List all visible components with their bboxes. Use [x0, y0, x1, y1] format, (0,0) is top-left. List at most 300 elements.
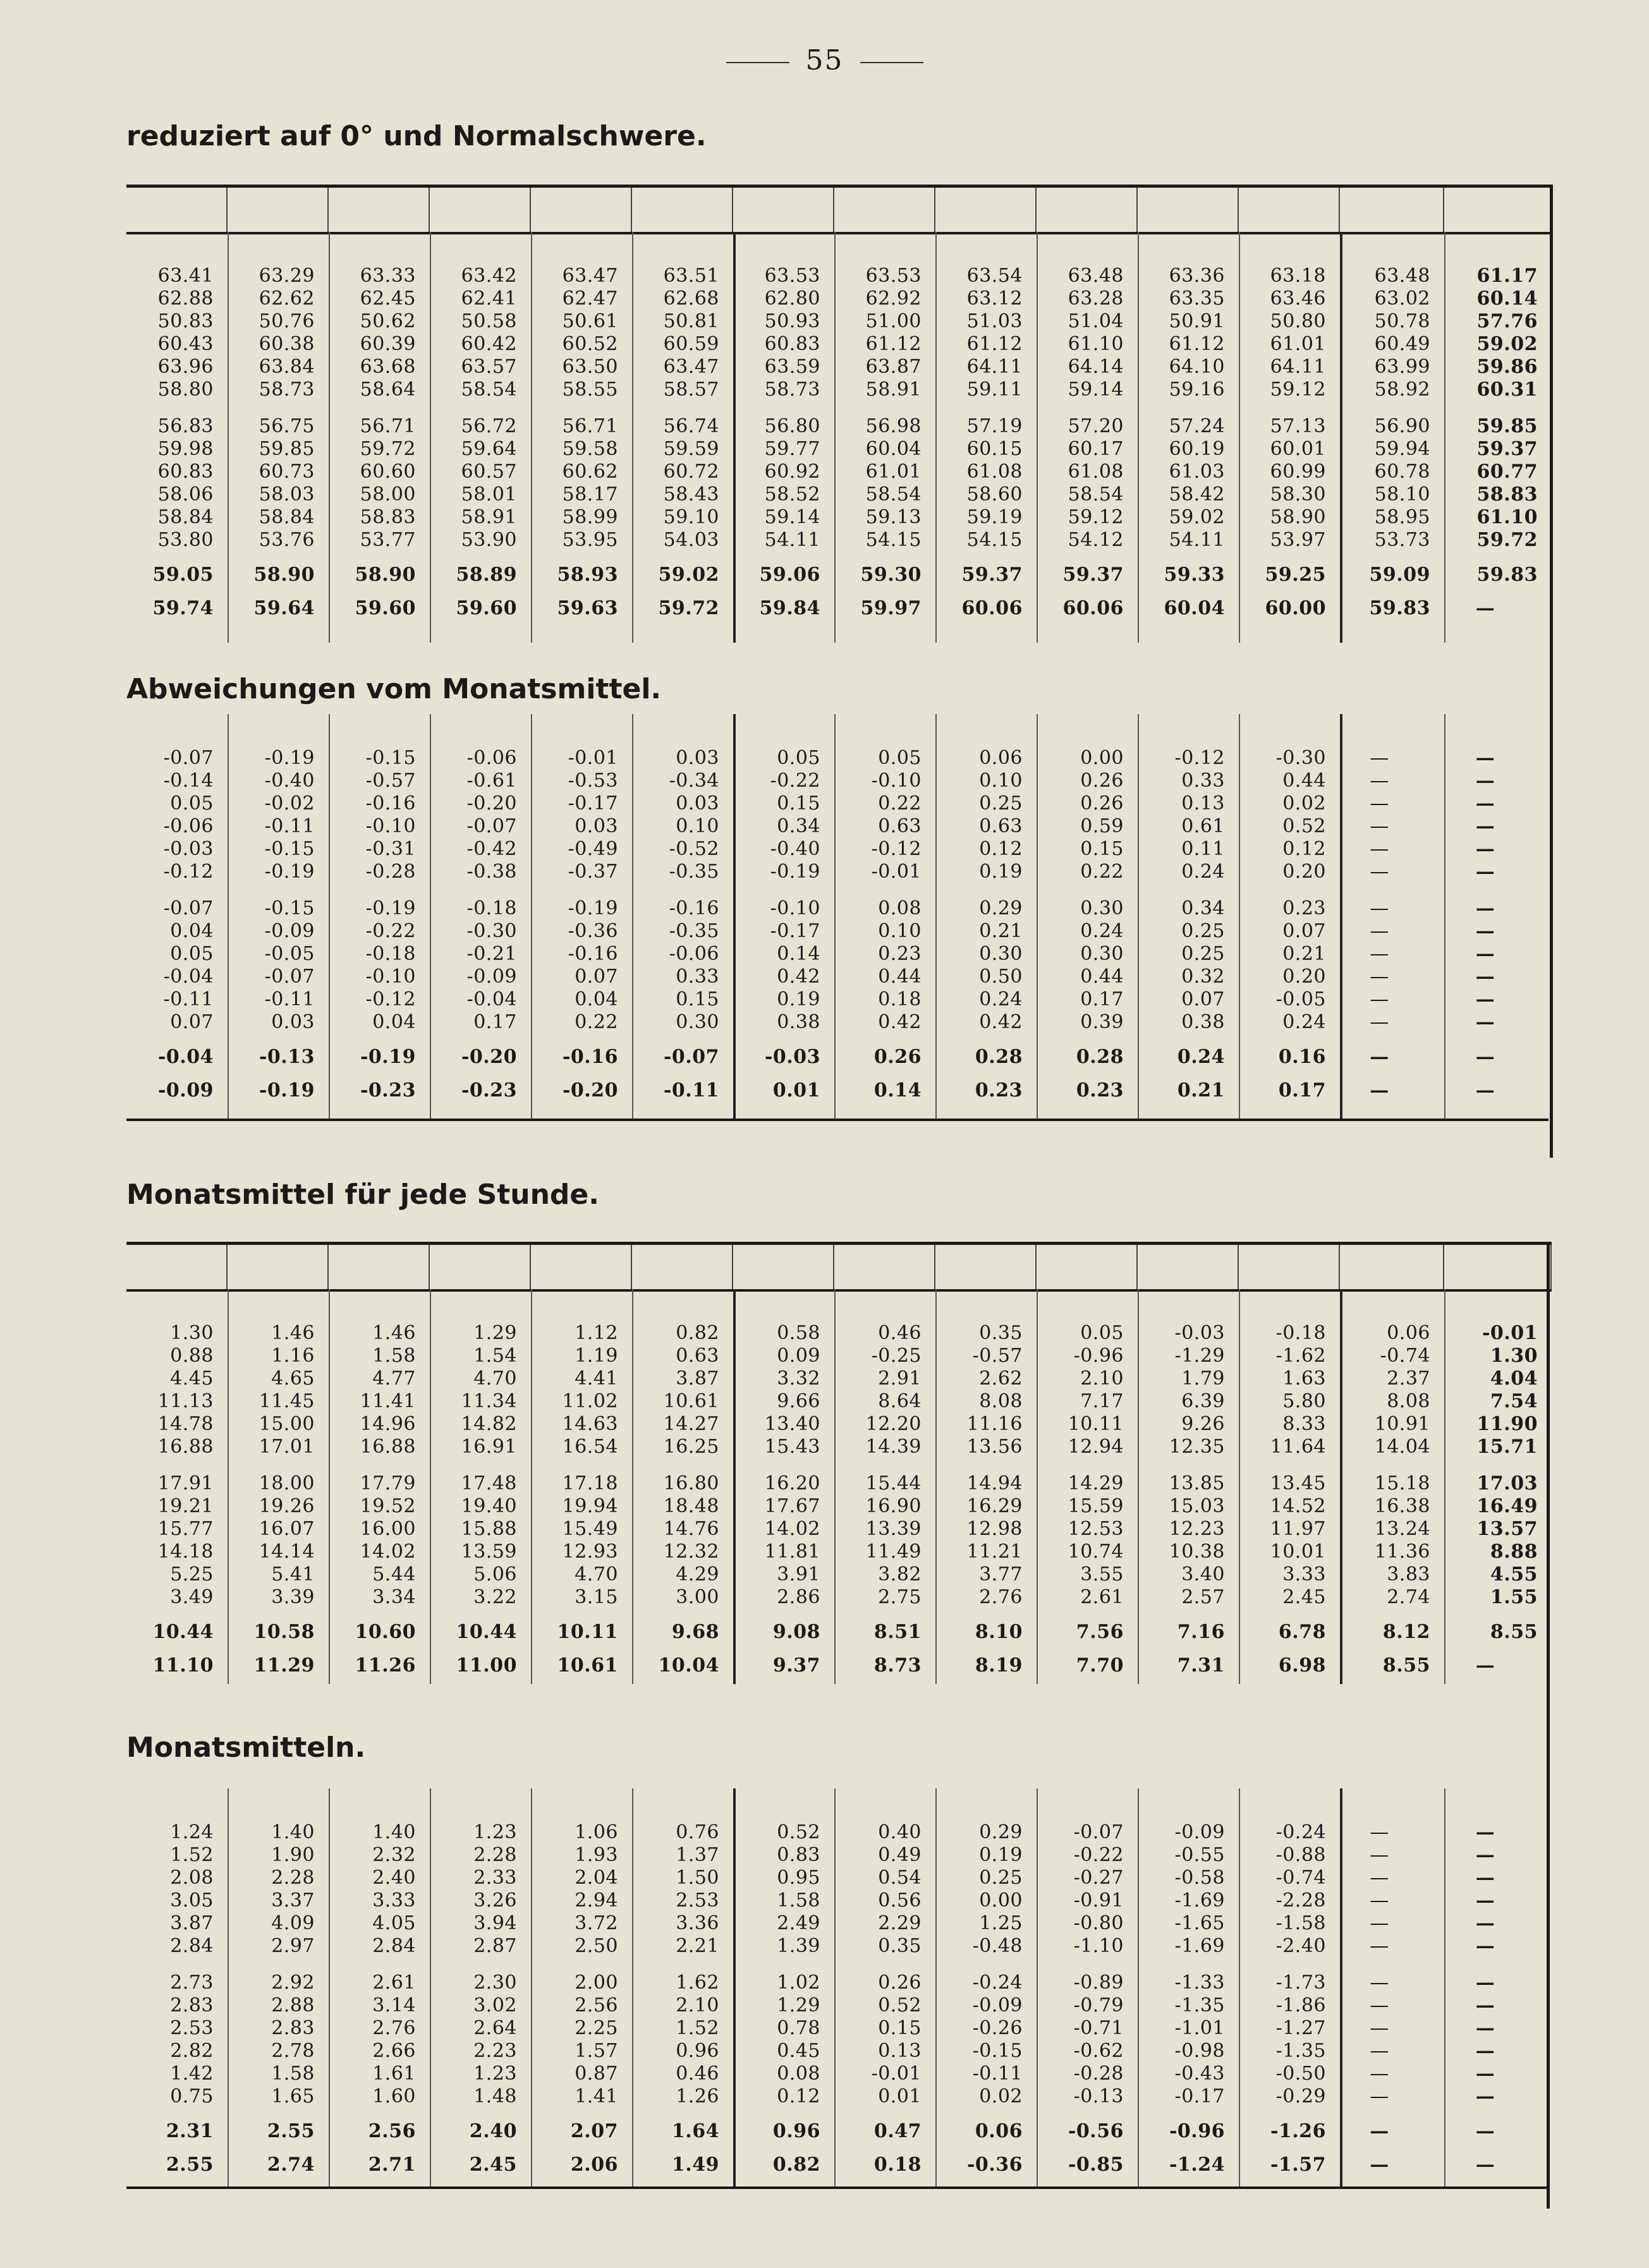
- table-cell: 2.75: [878, 1586, 922, 1608]
- table-cell: 1.24: [170, 1821, 214, 1843]
- table-cell: 0.20: [1282, 966, 1326, 988]
- column-header-1: [228, 188, 329, 232]
- table-row: [126, 1541, 1552, 1563]
- table-cell: 63.41: [157, 265, 214, 287]
- table-cell: 58.84: [157, 506, 214, 528]
- table-cell: 12.35: [1169, 1436, 1225, 1458]
- table-cell: 63.18: [1270, 265, 1326, 287]
- table-cell: 2.55: [166, 2154, 214, 2176]
- table-cell: 0.49: [878, 1844, 922, 1866]
- table-cell: 3.77: [979, 1563, 1023, 1586]
- table-cell: —: [1475, 1011, 1495, 1033]
- table-cell: 17.18: [562, 1472, 618, 1495]
- column-header-4: [531, 1245, 632, 1289]
- table-cell: 63.35: [1169, 288, 1225, 310]
- table-row: [126, 333, 1552, 356]
- table-cell: 8.88: [1490, 1541, 1538, 1563]
- table-cell: 0.03: [575, 815, 618, 837]
- table-cell: 0.34: [777, 815, 820, 837]
- table-cell: 0.33: [676, 966, 719, 988]
- table-cell: 13.59: [461, 1541, 517, 1563]
- table-cell: -1.24: [1169, 2154, 1225, 2176]
- table-cell: -0.18: [466, 897, 517, 919]
- table-cell: -0.07: [1073, 1821, 1124, 1843]
- table-cell: 1.65: [271, 2085, 315, 2107]
- table-cell: 3.26: [473, 1889, 517, 1912]
- table-row: [126, 1046, 1552, 1069]
- table-cell: 10.74: [1068, 1541, 1124, 1563]
- table-cell: 58.06: [157, 483, 214, 506]
- table-cell: 10.61: [557, 1654, 618, 1677]
- table-cell: -1.27: [1275, 2017, 1326, 2039]
- table-cell: -0.10: [770, 897, 820, 919]
- table-cell: -0.96: [1169, 2120, 1225, 2142]
- table-cell: 63.68: [360, 356, 416, 378]
- table-cell: 57.24: [1169, 415, 1225, 437]
- table-cell: 56.72: [461, 415, 517, 437]
- table-cell: -0.19: [264, 861, 315, 883]
- table-cell: 0.21: [979, 920, 1023, 942]
- table-cell: 64.11: [1270, 356, 1326, 378]
- table-cell: —: [1475, 2063, 1495, 2085]
- table-cell: -0.20: [562, 1079, 618, 1101]
- table-cell: -0.01: [1482, 1322, 1538, 1344]
- table-cell: 11.00: [456, 1654, 517, 1677]
- table-cell: -1.62: [1275, 1345, 1326, 1367]
- table-cell: 0.19: [979, 861, 1023, 883]
- table-cell: 60.77: [1476, 461, 1538, 483]
- table-cell: 62.62: [259, 288, 315, 310]
- table-cell: 16.54: [562, 1436, 618, 1458]
- table-row: [126, 483, 1552, 506]
- table-cell: 0.63: [878, 815, 922, 837]
- table-cell: 54.11: [1169, 529, 1225, 551]
- column-header-11: [1239, 1245, 1340, 1289]
- table-cell: 1.39: [777, 1935, 820, 1957]
- table-cell: 0.40: [878, 1821, 922, 1843]
- table-cell: 0.05: [777, 747, 820, 769]
- table-row: [126, 747, 1552, 770]
- table-cell: 58.91: [461, 506, 517, 528]
- table-cell: 64.14: [1068, 356, 1124, 378]
- column-header-2: [329, 1245, 430, 1289]
- table-cell: 2.87: [473, 1935, 517, 1957]
- table-cell: 0.24: [979, 988, 1023, 1010]
- table-cell: 4.77: [372, 1367, 416, 1390]
- table-row: [126, 310, 1552, 333]
- table-cell: 14.63: [562, 1413, 618, 1435]
- table-cell: 4.09: [271, 1912, 315, 1934]
- table-cell: -0.26: [972, 2017, 1023, 2039]
- table-cell: 0.18: [878, 988, 922, 1010]
- table-cell: 8.12: [1382, 1621, 1430, 1643]
- header-band-1: [126, 185, 1552, 234]
- table-row: [126, 1345, 1552, 1367]
- table-cell: 51.04: [1068, 310, 1124, 332]
- table-cell: 2.30: [473, 1972, 517, 1994]
- table-cell: 0.44: [1282, 770, 1326, 792]
- table-cell: 2.25: [575, 2017, 618, 2039]
- table-row: [126, 1322, 1552, 1345]
- table-cell: 0.22: [1080, 861, 1124, 883]
- table-cell: 59.10: [663, 506, 719, 528]
- table-cell: 58.30: [1270, 483, 1326, 506]
- table-cell: 12.93: [562, 1541, 618, 1563]
- table-cell: 56.80: [764, 415, 820, 437]
- table-cell: 0.04: [170, 920, 214, 942]
- table-cell: 7.54: [1490, 1390, 1538, 1412]
- table-cell: 11.36: [1374, 1541, 1430, 1563]
- table-cell: 15.88: [461, 1518, 517, 1540]
- table-cell: -0.23: [360, 1079, 416, 1101]
- table-row: [126, 1518, 1552, 1541]
- table-cell: 2.29: [878, 1912, 922, 1934]
- table-cell: 11.64: [1270, 1436, 1326, 1458]
- table-cell: -0.03: [764, 1046, 820, 1068]
- table-cell: 19.21: [157, 1495, 214, 1517]
- table-cell: 15.59: [1068, 1495, 1124, 1517]
- table-cell: -0.01: [568, 747, 618, 769]
- table-cell: 16.88: [360, 1436, 416, 1458]
- table-cell: 57.76: [1476, 310, 1538, 332]
- table-cell: 59.14: [1068, 379, 1124, 401]
- table-row: [126, 356, 1552, 379]
- column-header-0: [126, 1245, 228, 1289]
- table-cell: 1.61: [372, 2063, 416, 2085]
- table-cell: —: [1370, 861, 1389, 883]
- table-cell: 0.24: [1080, 920, 1124, 942]
- table-cell: 0.30: [1080, 943, 1124, 965]
- table-cell: 60.04: [865, 438, 922, 460]
- table-cell: -0.11: [972, 2063, 1023, 2085]
- table-cell: 59.05: [152, 564, 214, 586]
- table-cell: 3.33: [1282, 1563, 1326, 1586]
- table-cell: 2.64: [473, 2017, 517, 2039]
- column-header-3: [430, 1245, 531, 1289]
- table-cell: 58.83: [360, 506, 416, 528]
- table-cell: —: [1370, 1844, 1389, 1866]
- table-cell: 14.52: [1270, 1495, 1326, 1517]
- table-cell: 12.53: [1068, 1518, 1124, 1540]
- table-cell: 50.91: [1169, 310, 1225, 332]
- table-cell: 4.05: [372, 1912, 416, 1934]
- table-cell: -0.09: [972, 1994, 1023, 2016]
- table-cell: 2.28: [473, 1844, 517, 1866]
- table-cell: 3.91: [777, 1563, 820, 1586]
- table-cell: 0.52: [777, 1821, 820, 1843]
- table-cell: 0.30: [676, 1011, 719, 1033]
- table-cell: 1.46: [271, 1322, 315, 1344]
- column-header-6: [733, 1245, 834, 1289]
- table-cell: -0.43: [1174, 2063, 1225, 2085]
- table-cell: 0.61: [1181, 815, 1225, 837]
- table-cell: 59.09: [1369, 564, 1430, 586]
- table-cell: 2.07: [570, 2120, 618, 2142]
- table-cell: 60.59: [663, 333, 719, 355]
- table-cell: 1.52: [170, 1844, 214, 1866]
- table-reduziert: [126, 232, 1552, 643]
- table-cell: -1.65: [1174, 1912, 1225, 1934]
- table-cell: 59.59: [663, 438, 719, 460]
- table-cell: 16.49: [1476, 1495, 1538, 1517]
- table-cell: 0.19: [777, 988, 820, 1010]
- table-row: [126, 1621, 1552, 1644]
- table-cell: 0.25: [1181, 920, 1225, 942]
- table-cell: 0.14: [873, 1079, 922, 1101]
- table-cell: 13.45: [1270, 1472, 1326, 1495]
- table-cell: 2.50: [575, 1935, 618, 1957]
- table-cell: —: [1370, 747, 1389, 769]
- table-cell: 0.10: [676, 815, 719, 837]
- table-cell: 0.33: [1181, 770, 1225, 792]
- table-cell: —: [1475, 2154, 1495, 2176]
- table-cell: —: [1475, 920, 1495, 942]
- table-cell: 13.57: [1476, 1518, 1538, 1540]
- table-cell: 61.12: [966, 333, 1023, 355]
- table-cell: 2.53: [676, 1889, 719, 1912]
- column-header-5: [632, 1245, 733, 1289]
- table-row: [126, 2063, 1552, 2085]
- table-bottom-rule: [126, 1119, 1549, 1121]
- table-cell: -0.18: [1275, 1322, 1326, 1344]
- table-row: [126, 1472, 1552, 1495]
- table-cell: 0.23: [975, 1079, 1023, 1101]
- table-cell: 63.47: [562, 265, 618, 287]
- table-cell: -0.37: [568, 861, 618, 883]
- table-cell: 1.02: [777, 1972, 820, 1994]
- table-cell: 60.14: [1476, 288, 1538, 310]
- table-cell: 11.02: [562, 1390, 618, 1412]
- table-cell: 1.26: [676, 2085, 719, 2107]
- table-cell: 61.12: [1169, 333, 1225, 355]
- table-cell: 60.99: [1270, 461, 1326, 483]
- table-cell: 2.55: [267, 2120, 315, 2142]
- table-cell: —: [1370, 1972, 1389, 1994]
- table-cell: -0.20: [466, 792, 517, 815]
- table-row: [126, 1821, 1552, 1844]
- table-cell: 14.96: [360, 1413, 416, 1435]
- table-row: [126, 415, 1552, 438]
- table-cell: 0.95: [777, 1867, 820, 1889]
- table-cell: -1.35: [1275, 2040, 1326, 2062]
- table-cell: 0.15: [777, 792, 820, 815]
- table-cell: 2.10: [1080, 1367, 1124, 1390]
- table-cell: 0.21: [1282, 943, 1326, 965]
- table-cell: 58.83: [1476, 483, 1538, 506]
- table-cell: 59.02: [1169, 506, 1225, 528]
- table-cell: 2.97: [271, 1935, 315, 1957]
- table-cell: 19.94: [562, 1495, 618, 1517]
- table-cell: 54.11: [764, 529, 820, 551]
- page-number-text: 55: [805, 44, 844, 76]
- table-cell: -0.07: [163, 897, 214, 919]
- table-row: [126, 1495, 1552, 1518]
- table-cell: 2.10: [676, 1994, 719, 2016]
- table-cell: 16.88: [157, 1436, 214, 1458]
- table-cell: 50.78: [1374, 310, 1430, 332]
- table-cell: -1.01: [1174, 2017, 1225, 2039]
- table-cell: 5.80: [1282, 1390, 1326, 1412]
- table-cell: 0.78: [777, 2017, 820, 2039]
- table-cell: 7.56: [1076, 1621, 1124, 1643]
- table-cell: -0.10: [871, 770, 922, 792]
- table-cell: 2.28: [271, 1867, 315, 1889]
- table-cell: -0.11: [264, 815, 315, 837]
- table-cell: 7.70: [1076, 1654, 1124, 1677]
- table-cell: 1.49: [671, 2154, 719, 2176]
- table-cell: 2.83: [271, 2017, 315, 2039]
- table-cell: 59.37: [1062, 564, 1124, 586]
- table-cell: 16.29: [966, 1495, 1023, 1517]
- table-cell: -0.19: [259, 1079, 315, 1101]
- table-cell: 0.23: [1076, 1079, 1124, 1101]
- table-cell: 56.71: [562, 415, 618, 437]
- table-cell: 63.87: [865, 356, 922, 378]
- table-cell: 0.26: [873, 1046, 922, 1068]
- table-cell: 0.03: [676, 747, 719, 769]
- table-cell: 56.74: [663, 415, 719, 437]
- table-cell: 3.02: [473, 1994, 517, 2016]
- column-header-6: [733, 188, 834, 232]
- table-cell: 2.23: [473, 2040, 517, 2062]
- table-cell: 64.11: [966, 356, 1023, 378]
- table-cell: 58.03: [259, 483, 315, 506]
- table-cell: —: [1370, 1912, 1389, 1934]
- table-cell: 63.12: [966, 288, 1023, 310]
- table-cell: -0.55: [1174, 1844, 1225, 1866]
- table-cell: 17.91: [157, 1472, 214, 1495]
- table-cell: 0.11: [1181, 838, 1225, 860]
- table-cell: 4.29: [676, 1563, 719, 1586]
- table-cell: -0.16: [669, 897, 719, 919]
- table-cell: —: [1475, 2085, 1495, 2107]
- table-cell: 0.32: [1181, 966, 1225, 988]
- table-cell: 53.97: [1270, 529, 1326, 551]
- table-cell: 0.17: [1278, 1079, 1326, 1101]
- table-cell: 0.34: [1181, 897, 1225, 919]
- table-cell: 0.17: [1080, 988, 1124, 1010]
- table-cell: 0.08: [878, 897, 922, 919]
- table-cell: -0.16: [562, 1046, 618, 1068]
- table-cell: 11.26: [355, 1654, 416, 1677]
- table-cell: -0.17: [568, 792, 618, 815]
- table-cell: -0.61: [466, 770, 517, 792]
- table-cell: 2.76: [979, 1586, 1023, 1608]
- table-row: [126, 861, 1552, 883]
- table-cell: 54.03: [663, 529, 719, 551]
- table-cell: -0.10: [365, 966, 416, 988]
- table-cell: 14.29: [1068, 1472, 1124, 1495]
- table-cell: 0.07: [575, 966, 618, 988]
- page-number: [0, 44, 1649, 76]
- table-cell: 58.80: [157, 379, 214, 401]
- table-cell: 59.77: [764, 438, 820, 460]
- right-edge-rule-bottom: [1547, 1242, 1550, 2209]
- table-cell: 53.73: [1374, 529, 1430, 551]
- table-cell: 58.90: [253, 564, 315, 586]
- table-cell: 0.47: [873, 2120, 922, 2142]
- table-cell: 63.28: [1068, 288, 1124, 310]
- table-cell: 8.64: [878, 1390, 922, 1412]
- table-cell: -0.07: [264, 966, 315, 988]
- table-cell: 0.14: [777, 943, 820, 965]
- column-header-13: [1444, 188, 1552, 232]
- table-cell: 60.83: [157, 461, 214, 483]
- table-cell: —: [1475, 1867, 1495, 1889]
- table-cell: -0.28: [1073, 2063, 1124, 2085]
- table-cell: 1.29: [777, 1994, 820, 2016]
- table-cell: 16.80: [663, 1472, 719, 1495]
- table-cell: 0.45: [777, 2040, 820, 2062]
- table-cell: 60.62: [562, 461, 618, 483]
- table-cell: 59.64: [461, 438, 517, 460]
- table-row: [126, 1912, 1552, 1935]
- table-cell: —: [1370, 943, 1389, 965]
- column-header-8: [935, 188, 1037, 232]
- table-cell: -0.17: [770, 920, 820, 942]
- table-cell: 0.50: [979, 966, 1023, 988]
- table-cell: 2.40: [372, 1867, 416, 1889]
- table-cell: 0.46: [878, 1322, 922, 1344]
- right-edge-rule-top: [1550, 185, 1553, 1158]
- table-cell: 58.91: [865, 379, 922, 401]
- table-row: [126, 1436, 1552, 1458]
- table-cell: 6.78: [1278, 1621, 1326, 1643]
- table-cell: 0.15: [676, 988, 719, 1010]
- table-cell: 59.63: [557, 597, 618, 619]
- table-cell: 13.39: [865, 1518, 922, 1540]
- table-cell: 9.08: [772, 1621, 820, 1643]
- table-cell: 2.82: [170, 2040, 214, 2062]
- table-cell: 60.72: [663, 461, 719, 483]
- table-cell: 10.91: [1374, 1413, 1430, 1435]
- table-cell: 8.08: [979, 1390, 1023, 1412]
- table-cell: —: [1475, 2120, 1495, 2142]
- table-cell: 59.64: [253, 597, 315, 619]
- column-header-7: [834, 188, 935, 232]
- table-cell: 58.95: [1374, 506, 1430, 528]
- table-cell: —: [1370, 1011, 1389, 1033]
- table-cell: 0.03: [271, 1011, 315, 1033]
- table-cell: 0.75: [170, 2085, 214, 2107]
- table-cell: 60.60: [360, 461, 416, 483]
- table-cell: -0.05: [1275, 988, 1326, 1010]
- table-cell: 3.87: [676, 1367, 719, 1390]
- table-cell: 0.44: [1080, 966, 1124, 988]
- table-cell: 0.24: [1177, 1046, 1225, 1068]
- table-cell: 0.04: [372, 1011, 416, 1033]
- table-row: [126, 2040, 1552, 2063]
- table-cell: 0.00: [979, 1889, 1023, 1912]
- table-cell: 1.25: [979, 1912, 1023, 1934]
- table-cell: 58.52: [764, 483, 820, 506]
- table-cell: —: [1370, 1867, 1389, 1889]
- table-row: [126, 966, 1552, 988]
- table-cell: 13.24: [1374, 1518, 1430, 1540]
- table-cell: 14.27: [663, 1413, 719, 1435]
- table-cell: 3.32: [777, 1367, 820, 1390]
- table-cell: 0.06: [975, 2120, 1023, 2142]
- table-cell: 0.15: [878, 2017, 922, 2039]
- table-cell: 0.04: [575, 988, 618, 1010]
- table-cell: —: [1370, 2085, 1389, 2107]
- table-cell: —: [1475, 988, 1495, 1010]
- table-cell: 62.68: [663, 288, 719, 310]
- table-monatsmitteln: [126, 1788, 1552, 2186]
- table-cell: 3.37: [271, 1889, 315, 1912]
- table-cell: 61.01: [1270, 333, 1326, 355]
- table-cell: 3.94: [473, 1912, 517, 1934]
